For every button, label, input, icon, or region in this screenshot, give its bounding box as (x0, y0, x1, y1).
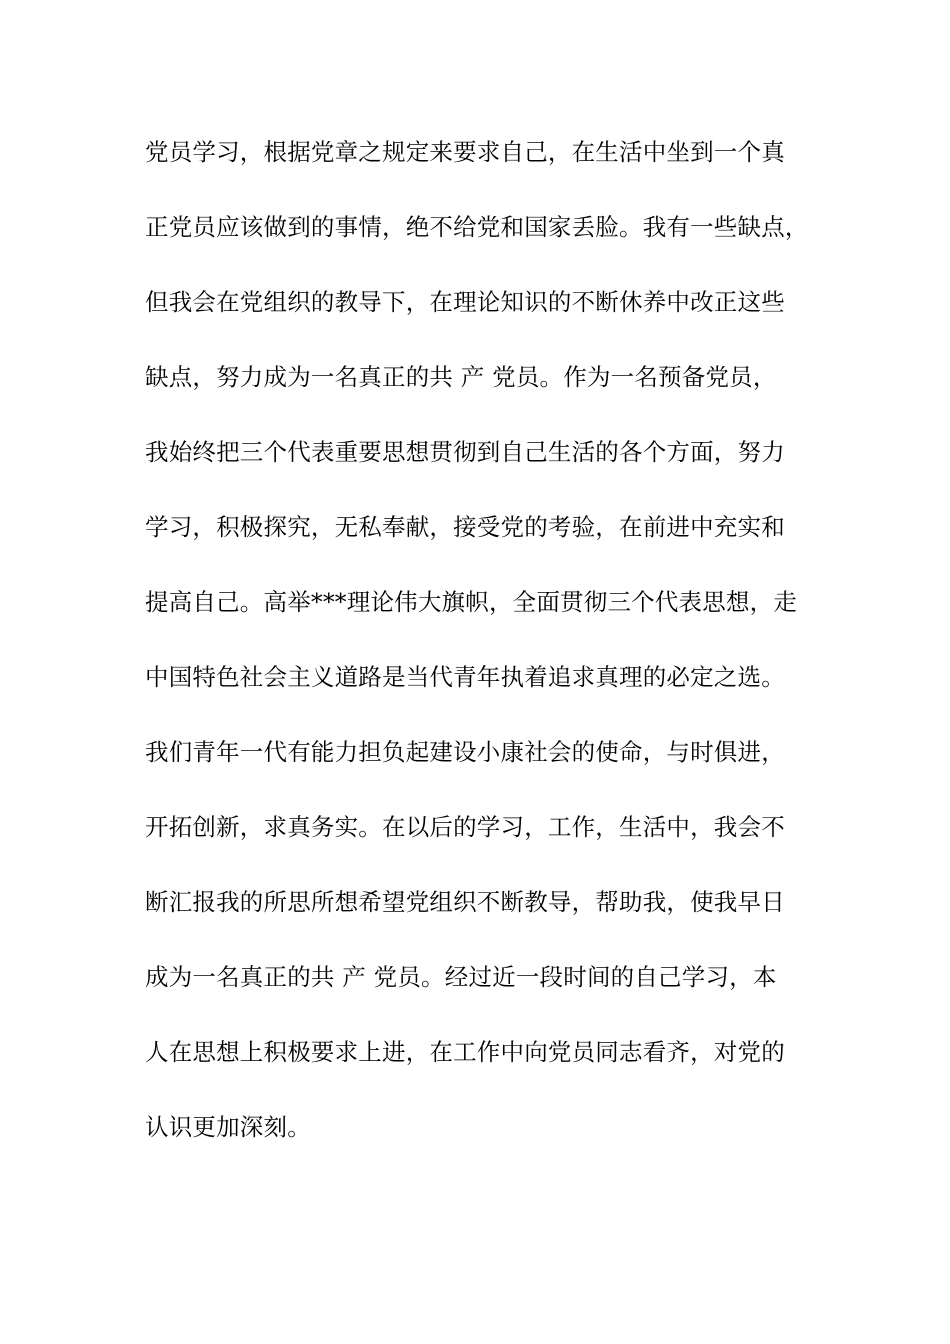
text-line: 开拓创新，求真务实。在以后的学习，工作，生活中，我会不 (145, 813, 785, 841)
text-line: 认识更加深刻。 (145, 1113, 311, 1141)
body-paragraph (145, 130, 835, 1180)
text-line: 成为一名真正的共 产 党员。经过近一段时间的自己学习，本 (145, 963, 777, 991)
text-line: 我们青年一代有能力担负起建设小康社会的使命，与时俱进， (145, 738, 785, 766)
text-line: 我始终把三个代表重要思想贯彻到自己生活的各个方面，努力 (145, 438, 785, 466)
text-line: 中国特色社会主义道路是当代青年执着追求真理的必定之选。 (145, 663, 785, 691)
text-line: 党员学习，根据党章之规定来要求自己，在生活中坐到一个真 (145, 138, 785, 166)
text-line: 学习，积极探究，无私奉献，接受党的考验，在前进中充实和 (145, 513, 785, 541)
text-line: 正党员应该做到的事情，绝不给党和国家丢脸。我有一些缺点， (145, 213, 809, 241)
text-line: 缺点，努力成为一名真正的共 产 党员。作为一名预备党员， (145, 363, 777, 391)
text-line: 但我会在党组织的教导下，在理论知识的不断休养中改正这些 (145, 288, 785, 316)
text-line: 人在思想上积极要求上进，在工作中向党员同志看齐，对党的 (145, 1038, 785, 1066)
text-line: 断汇报我的所思所想希望党组织不断教导，帮助我，使我早日 (145, 888, 785, 916)
text-line: 提高自己。高举***理论伟大旗帜，全面贯彻三个代表思想，走 (145, 588, 798, 616)
